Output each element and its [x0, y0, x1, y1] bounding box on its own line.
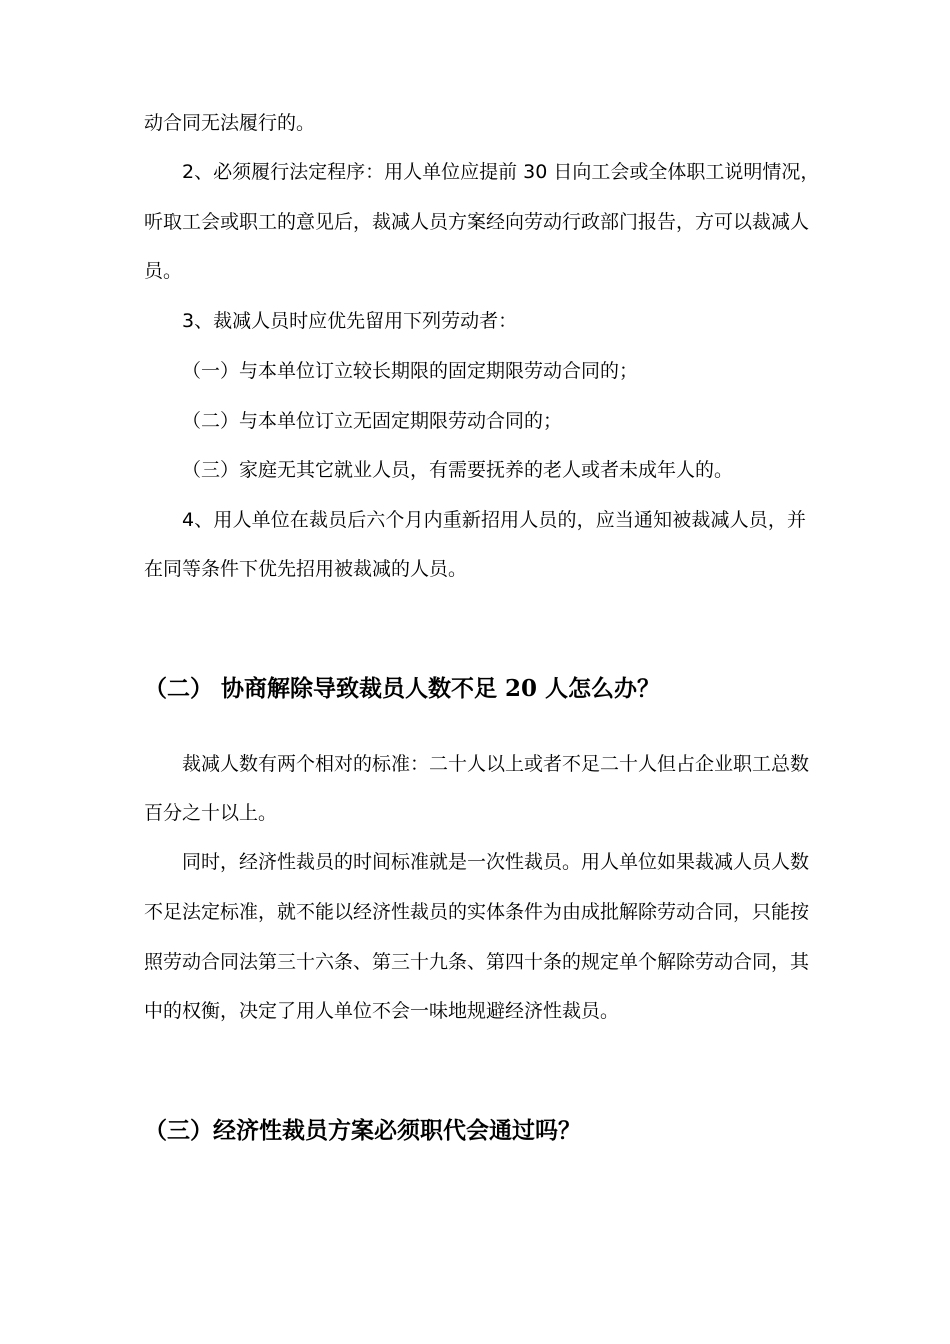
paragraph-line: 中的权衡，决定了用人单位不会一味地规避经济性裁员。	[144, 1000, 620, 1022]
list-item: （三）家庭无其它就业人员，有需要抚养的老人或者未成年人的。	[182, 459, 734, 481]
section-heading-3: （三）经济性裁员方案必须职代会通过吗？	[144, 1117, 581, 1144]
paragraph-line: 3、裁减人员时应优先留用下列劳动者：	[182, 310, 518, 332]
paragraph-line: 2、必须履行法定程序：用人单位应提前 30 日向工会或全体职工说明情况，	[182, 161, 820, 183]
paragraph-line: 百分之十以上。	[144, 802, 278, 824]
section-heading-2: （二） 协商解除导致裁员人数不足 20 人怎么办？	[144, 675, 661, 702]
paragraph-line: 在同等条件下优先招用被裁减的人员。	[144, 558, 468, 580]
paragraph-line: 照劳动合同法第三十六条、第三十九条、第四十条的规定单个解除劳动合同，其	[144, 951, 810, 973]
paragraph-line: 动合同无法履行的。	[144, 112, 316, 134]
list-item: （二）与本单位订立无固定期限劳动合同的；	[182, 410, 563, 432]
paragraph-line: 4、用人单位在裁员后六个月内重新招用人员的，应当通知被裁减人员，并	[182, 509, 806, 531]
paragraph-line: 听取工会或职工的意见后，裁减人员方案经向劳动行政部门报告，方可以裁减人	[144, 211, 810, 233]
paragraph-line: 同时，经济性裁员的时间标准就是一次性裁员。用人单位如果裁减人员人数	[182, 851, 810, 873]
paragraph-line: 裁减人数有两个相对的标准：二十人以上或者不足二十人但占企业职工总数	[182, 753, 810, 775]
paragraph-line: 不足法定标准，就不能以经济性裁员的实体条件为由成批解除劳动合同，只能按	[144, 901, 810, 923]
list-item: （一）与本单位订立较长期限的固定期限劳动合同的；	[182, 360, 639, 382]
paragraph-line: 员。	[144, 260, 183, 282]
